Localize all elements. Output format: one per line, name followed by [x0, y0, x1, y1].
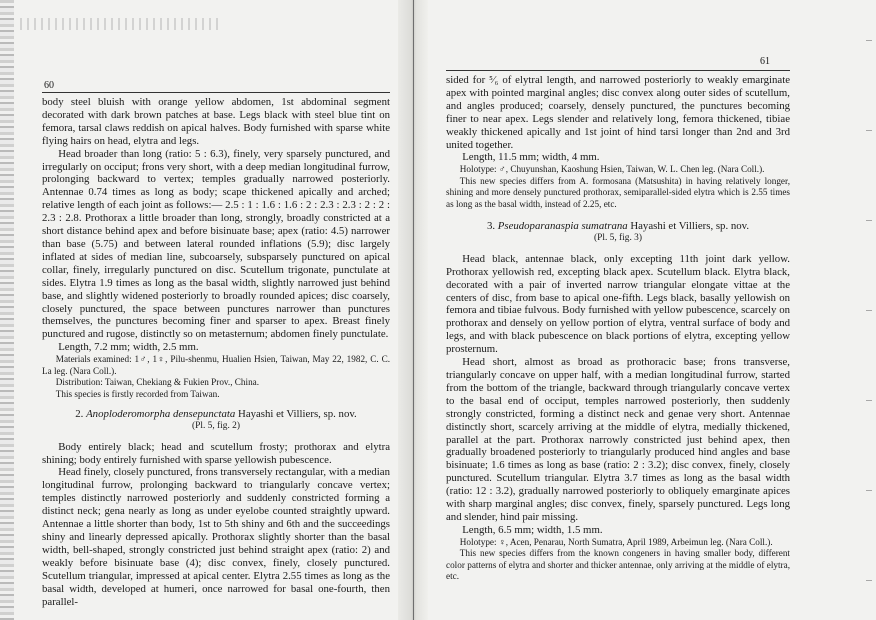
measurement: Length, 11.5 mm; width, 4 mm. — [462, 151, 600, 164]
heading-number: 3. — [486, 220, 496, 233]
species-heading — [42, 408, 390, 421]
paragraph: Head short, almost as broad as prothoracic base; frons transverse, triangularly concave on upper half, with a median longitudinal furrow, started from the bottom of the triangle, backward through triangularly concave vertex to the basal end of occiput, temples narrowed posteriorly, then suddenly strongly constricted, forming a distinct neck and genae very short. Antennae distinctly short, scarcely arriving at the middle of elytra, medially thickened, parallel at the part. Prothorax narrowly constricted just behind apex, then gradually broadened posteriorly to triangularly produced hind angles and base bisinuate; 1.6 times as long as base (ratio: 2 : 3.2); disc convex, finely, closely punctured. Scutellum triangular. Elytra 3.7 times as long as the basal width (ratio: 12 : 3.2), gradually narrowed posteriorly to obliquely emarginate apices with sharp marginal angles; disc convex, finely, sparsely punctured. Legs long and slender, hind pair missing. — [446, 356, 790, 523]
left-header-rule — [42, 92, 390, 93]
paragraph: Head black, antennae black, only excepting 11th joint dark yellow. Prothorax yellowish red, excepting black apex. Scutellum black. Elytra black, decorated with a pair of inverted narrow triangular elongate vittae at the centers of disc, from base to apical one-fifth. Legs black, basally yellowish on femora and tibiae fulvous. Body furnished with yellow pubescence, scarcely on prothorax and densely on yellow portion of elytra, ventral surface of body and legs, and with black pubescence on black portions of elytra, excepting yellow prosternum. — [446, 252, 790, 356]
species-authority: Hayashi et Villiers, sp. nov. — [630, 220, 750, 233]
species-authority: Hayashi et Villiers, sp. nov. — [238, 408, 357, 421]
holotype: Holotype: ♀, Acen, Penarau, North Sumatra, April 1989, Arbeimun leg. (Nara Coll.). — [459, 536, 773, 547]
right-page — [446, 74, 790, 583]
heading-number: 2. — [75, 408, 84, 421]
materials-examined: Materials examined: 1♂, 1♀, Pilu-shenmu, Hualien Hsien, Taiwan, May 22, 1982, C. C. La leg. (Nara Coll.). — [42, 354, 390, 376]
paragraph: Head finely, closely punctured, frons transversely rectangular, with a median longitudinal furrow, prolonging backward to triangularly concave vertex; temples distinctly narrowed posteriorly and suddenly constricted forming a distinct neck; gena nearly as long as under eyelobe counted straightly upward. Antennae a little shorter than body, 1st to 5th shiny and 6th and the succeedings shiny and linearly depressed apically. Prothorax slightly shorter than the basal width, bell-shaped, strongly constricted just behind straight apex (ratio: 2) and weakly before bisinuate base (4); disc convex, finely, closely punctured. Scutellum triangular, impressed at apical center. Elytra 2.55 times as long as the basal width, developed at humeri, once narrowed for basal one-fourth, then parallel- — [42, 466, 390, 608]
plate-reference: (Pl. 5, fig. 3) — [594, 233, 642, 244]
scan-right-marks — [866, 40, 872, 600]
species-name: Anoploderomorpha densepunctata — [86, 408, 236, 421]
measurement: Length, 6.5 mm; width, 1.5 mm. — [462, 523, 603, 536]
paragraph: sided for ⁵⁄₆ of elytral length, and narrowed posteriorly to weakly emarginate apex with pointed marginal angles; disc convex along outer sides of scutellum, and angles produced; coarsely, densely punctured, the punctures becoming finer to near apex. Legs slender and relatively long, femora thickened, tibiae weakly thickened apically and 1st joint of hind tarsi longer than 2nd and 3rd united together. — [446, 74, 790, 151]
diagnosis: This new species differs from the known congeners in having smaller body, different color patterns of elytra and shorter and thicker antennae, only arriving at the middle of elytra, etc. — [446, 548, 790, 582]
plate-reference: (Pl. 5, fig. 2) — [192, 421, 240, 432]
paragraph: body steel bluish with orange yellow abdomen, 1st abdominal segment decorated with dark brown patches at base. Legs black with steel blue tint on femora, tarsal claws reddish on apical halves. Body furnished with sparse white flying hairs on head, elytra and legs. — [42, 96, 390, 147]
paragraph: Body entirely black; head and scutellum frosty; prothorax and elytra shining; body entirely furnished with sparse yellowish pubescence. — [42, 440, 390, 466]
holotype: Holotype: ♂, Chuyunshan, Kaoshung Hsien, Taiwan, W. L. Chen leg. (Nara Coll.). — [459, 164, 765, 175]
diagnosis: This new species differs from A. formosana (Matsushita) in having relatively longer, shining and more densely punctured prothorax, semiparallel-sided elytra which is 2.55 times as long as the basal width, instead of 2.25, etc. — [446, 175, 790, 209]
species-name: Pseudoparanaspia sumatrana — [497, 220, 628, 233]
left-page — [42, 96, 390, 608]
distribution: Distribution: Taiwan, Chekiang & Fukien Prov., China. — [55, 377, 260, 388]
scan-noise — [20, 18, 220, 30]
record-note: This species is firstly recorded from Taiwan. — [55, 388, 220, 399]
paragraph: Head broader than long (ratio: 5 : 6.3), finely, very sparsely punctured, and irregularly on occiput; frons very short, with a deep median longitudinal furrow, prolonging backward to vertex; temples gradually narrowed posteriorly. Antennae 0.74 times as long as body; scape thickened apically and arched; relative length of each joint as follows:— 2.5 : 1 : 1.6 : 1.6 : 2 : 2.3 : 2.3 : 2 : 2 : 2.3 : 2.8. Prothorax a little broader than long, strongly, broadly constricted at a short distance behind apex and before bisinuate base; apex (ratio: 4.5) narrower than base (5.75) and between lateral rounded inflations (5.9); disc largely inflated at sides of median line, subcoarsely, subsparsely punctured on apical collar, finely, irregularly punctured on disc. Scutellum trigonate, punctulate at sides. Elytra 1.9 times as long as the basal width, slightly narrowed just behind base, and slightly widened posteriorly to broadly rounded apices; disc coarsely, closely punctured, the space between punctures narrower than punctures themselves, the punctures becoming finer and sparser to apex. Breast finely punctured and rugose, distinctly so on metasternum; abdomen finely punctulate. — [42, 147, 390, 341]
scan-edge — [0, 0, 14, 620]
left-page-number: 60 — [44, 80, 54, 91]
right-header-rule — [446, 70, 790, 71]
gutter-line — [413, 0, 414, 620]
measurement: Length, 7.2 mm; width, 2.5 mm. — [58, 341, 199, 354]
species-heading — [446, 220, 790, 233]
right-page-number: 61 — [760, 56, 770, 67]
